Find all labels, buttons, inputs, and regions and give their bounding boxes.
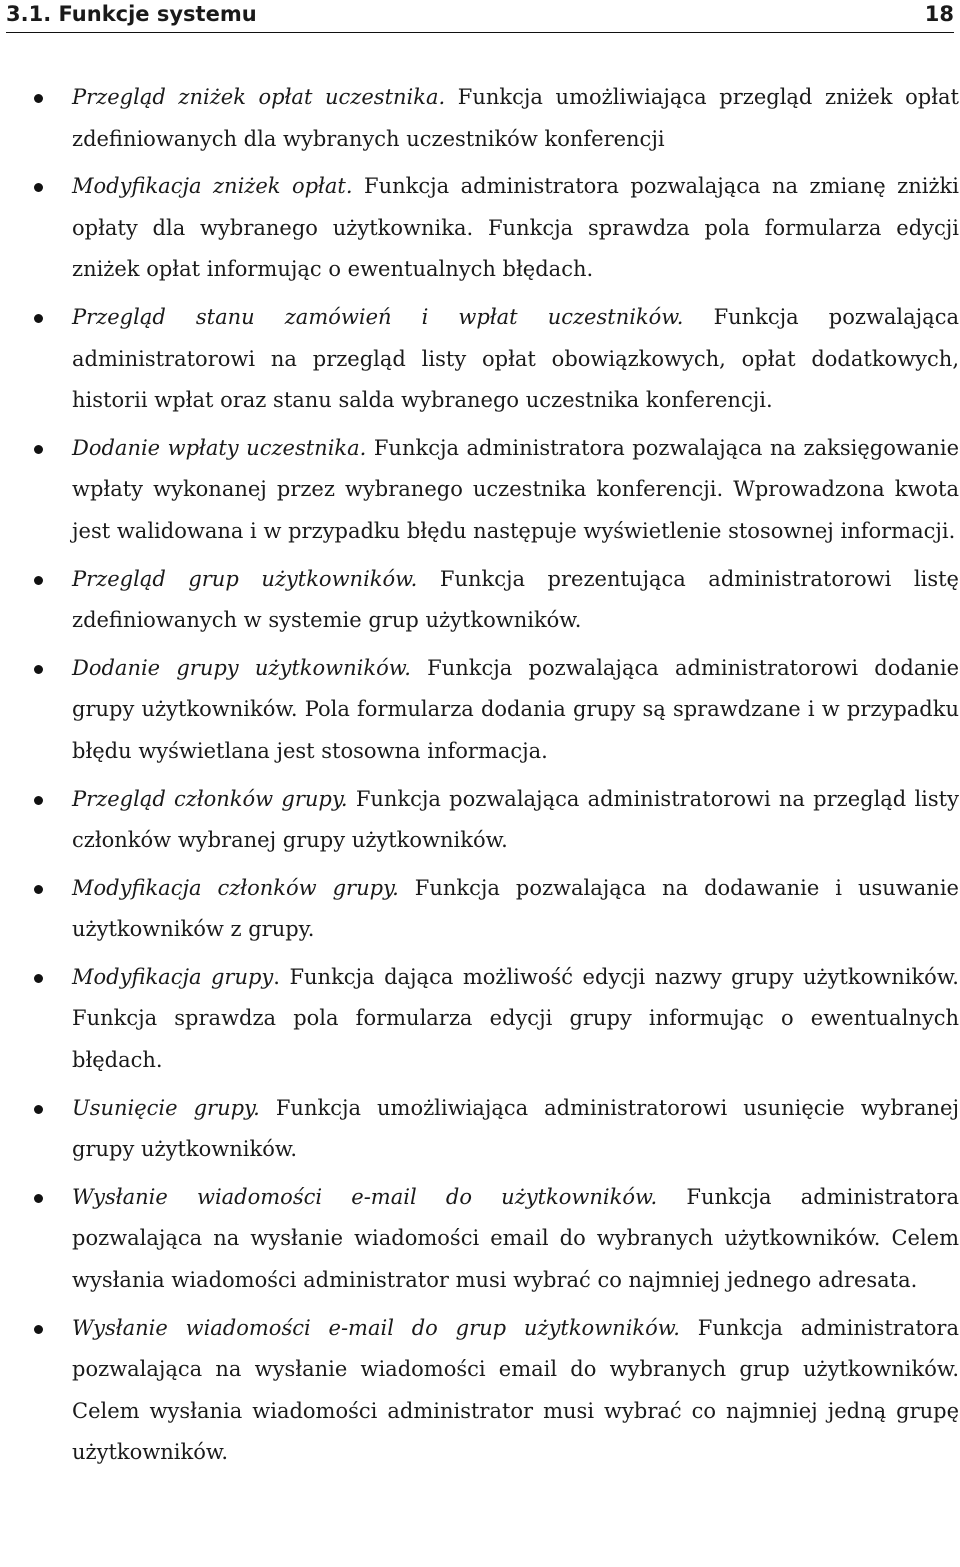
page-header [6,0,954,33]
item-title: Wysłanie wiadomości e-mail do grup użytkowników. [72,1315,680,1340]
bullet-icon [34,576,43,585]
bullet-icon [34,94,43,103]
bullet-icon [34,974,43,983]
item-title: Przegląd stanu zamówień i wpłat uczestników. [72,304,684,329]
list-item [72,77,959,160]
list-item [72,428,959,553]
item-title: Modyfikacja grupy [72,964,274,989]
bullet-icon [34,1194,43,1203]
list-item [72,1177,959,1302]
list-item [72,1308,959,1474]
list-item [72,957,959,1082]
item-title: Przegląd zniżek opłat uczestnika. [72,85,446,109]
list-item [72,559,959,642]
item-text: Funkcja administratora pozwalająca na wysłanie wiadomości email do wybranych użytkowników. Celem wysłania wiadomości administrator musi wybrać co najmniej jednego adresata. [72,1184,959,1293]
bullet-icon [34,665,43,674]
item-title: Przegląd członków grupy. [72,786,348,811]
item-title: Przegląd grup użytkowników. [72,566,418,591]
item-title: Modyfikacja zniżek opłat. [72,174,353,199]
item-text: . Funkcja dająca możliwość edycji nazwy grupy użytkowników. Funkcja sprawdza pola formularza edycji grupy informując o ewentualnych błędach. [72,964,959,1073]
item-text: Funkcja administratora pozwalająca na wysłanie wiadomości email do wybranych grup użytkowników. Celem wysłania wiadomości administrator musi wybrać co najmniej jedną grupę użytkowników. [72,1315,959,1465]
list-item [72,779,959,862]
item-text: Funkcja pozwalająca administratorowi na przegląd listy członków wybranej grupy użytkowników. [72,786,959,853]
item-title: Modyfikacja członków grupy. [72,875,399,900]
item-title: Usunięcie grupy. [72,1095,260,1120]
function-list [72,77,959,1480]
page-number: 18 [924,2,954,26]
item-text: Funkcja umożliwiająca przegląd zniżek opłat zdefiniowanych dla wybranych uczestników konferencji [72,85,959,151]
bullet-icon [34,314,43,323]
bullet-icon [34,445,43,454]
item-text: Funkcja pozwalająca na dodawanie i usuwanie użytkowników z grupy. [72,875,959,942]
item-title: Dodanie wpłaty uczestnika. [72,435,367,460]
item-text: Funkcja umożliwiająca administratorowi usunięcie wybranej grupy użytkowników. [72,1095,959,1162]
list-item [72,868,959,951]
item-text: Funkcja prezentująca administratorowi listę zdefiniowanych w systemie grup użytkowników. [72,566,959,633]
item-text: Funkcja administratora pozwalająca na zmianę zniżki opłaty dla wybranego użytkownika. Funkcja sprawdza pola formularza edycji zniżek opłat informując o ewentualnych błędach. [72,174,959,282]
list-item [72,648,959,773]
bullet-icon [34,885,43,894]
item-title: Dodanie grupy użytkowników. [72,655,411,680]
list-item [72,166,959,291]
item-title: Wysłanie wiadomości e-mail do użytkowników. [72,1184,658,1209]
list-item [72,1088,959,1171]
item-text: Funkcja pozwalająca administratorowi dodanie grupy użytkowników. Pola formularza dodania grupy są sprawdzane i w przypadku błędu wyświetlana jest stosowna informacja. [72,655,960,763]
item-text: Funkcja pozwalająca administratorowi na przegląd listy opłat obowiązkowych, opłat dodatkowych, historii wpłat oraz stanu salda wybranego uczestnika konferencji. [72,304,959,413]
bullet-icon [34,796,43,805]
bullet-icon [34,1105,43,1114]
item-text: Funkcja administratora pozwalająca na zaksięgowanie wpłaty wykonanej przez wybranego uczestnika konferencji. Wprowadzona kwota jest walidowana i w przypadku błędu następuje wyświetlenie stosownej informacji. [72,435,959,543]
bullet-icon [34,183,43,192]
section-title: 3.1. Funkcje systemu [6,2,257,26]
bullet-icon [34,1325,43,1334]
list-item [72,297,959,422]
